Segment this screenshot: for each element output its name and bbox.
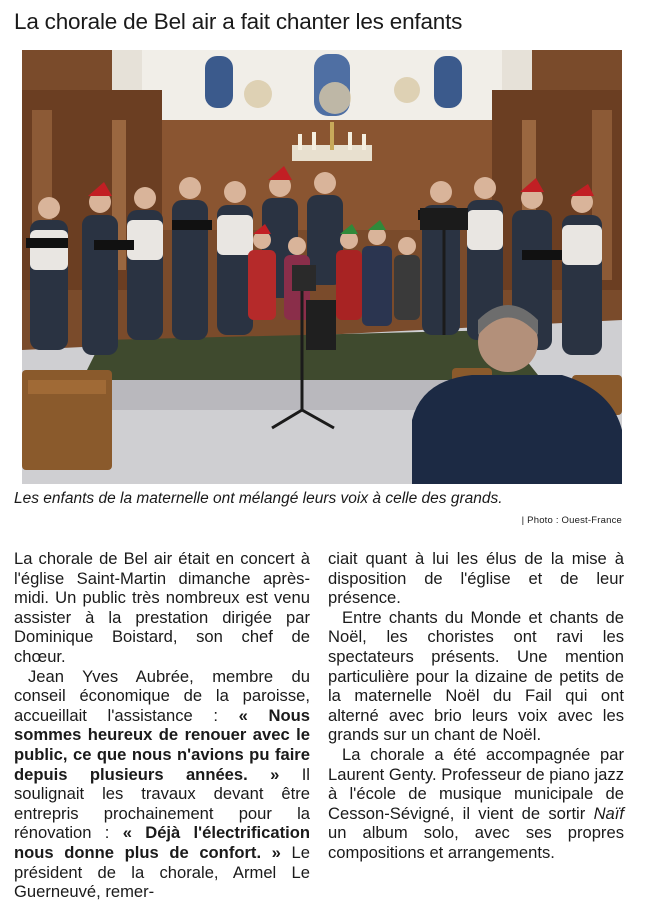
- text-run: Il soulignait les travaux devant être entrepris prochainement pour la rénovation :: [14, 764, 310, 843]
- headline: La chorale de Bel air a fait chanter les enfants: [14, 9, 463, 34]
- paragraph: [14, 667, 310, 902]
- text-run: un album solo, avec ses propres compositions et arrangements.: [328, 823, 624, 862]
- text-run: Le président de la chorale, Armel Le Guerneuvé, remer-: [14, 842, 310, 902]
- paragraph: ciait quant à lui les élus de la mise à disposition de l'église et de leur présence.: [328, 549, 624, 608]
- text-run: La chorale a été accompagnée par Laurent Genty. Professeur de piano jazz à l'école de musique municipale de Cesson-Sévigné, il vient de sortir: [328, 744, 624, 823]
- paragraph: La chorale de Bel air était en concert à l'église Saint-Martin dimanche après-midi. Un public très nombreux est venu assister à la prestation dirigée par Dominique Boistard, son chef de chœur.: [14, 549, 310, 666]
- article-photo: [22, 50, 622, 484]
- photo-credit: | Photo : Ouest-France: [521, 515, 622, 526]
- article-column-left: [14, 549, 310, 902]
- photo-caption: Les enfants de la maternelle ont mélangé leurs voix à celle des grands.: [14, 490, 503, 507]
- album-title: Naïf: [593, 803, 624, 823]
- article-column-right: [328, 549, 624, 863]
- paragraph: Entre chants du Monde et chants de Noël, les choristes ont ravi les spectateurs présents. Une mention particulière pour la dizaine de petits de la maternelle Noël du Fail qui ont alterné avec brio leurs voix avec les grands sur un chant de Noël.: [328, 607, 624, 745]
- paragraph: [328, 745, 624, 863]
- quote: « Déjà l'électrification nous donne plus de confort. »: [14, 823, 310, 862]
- text-run: Jean Yves Aubrée, membre du conseil économique de la paroisse, accueillait l'assistance :: [14, 666, 310, 725]
- quote: « Nous sommes heureux de renouer avec le public, ce que nous n'avions pu faire depuis plusieurs années. »: [14, 705, 311, 784]
